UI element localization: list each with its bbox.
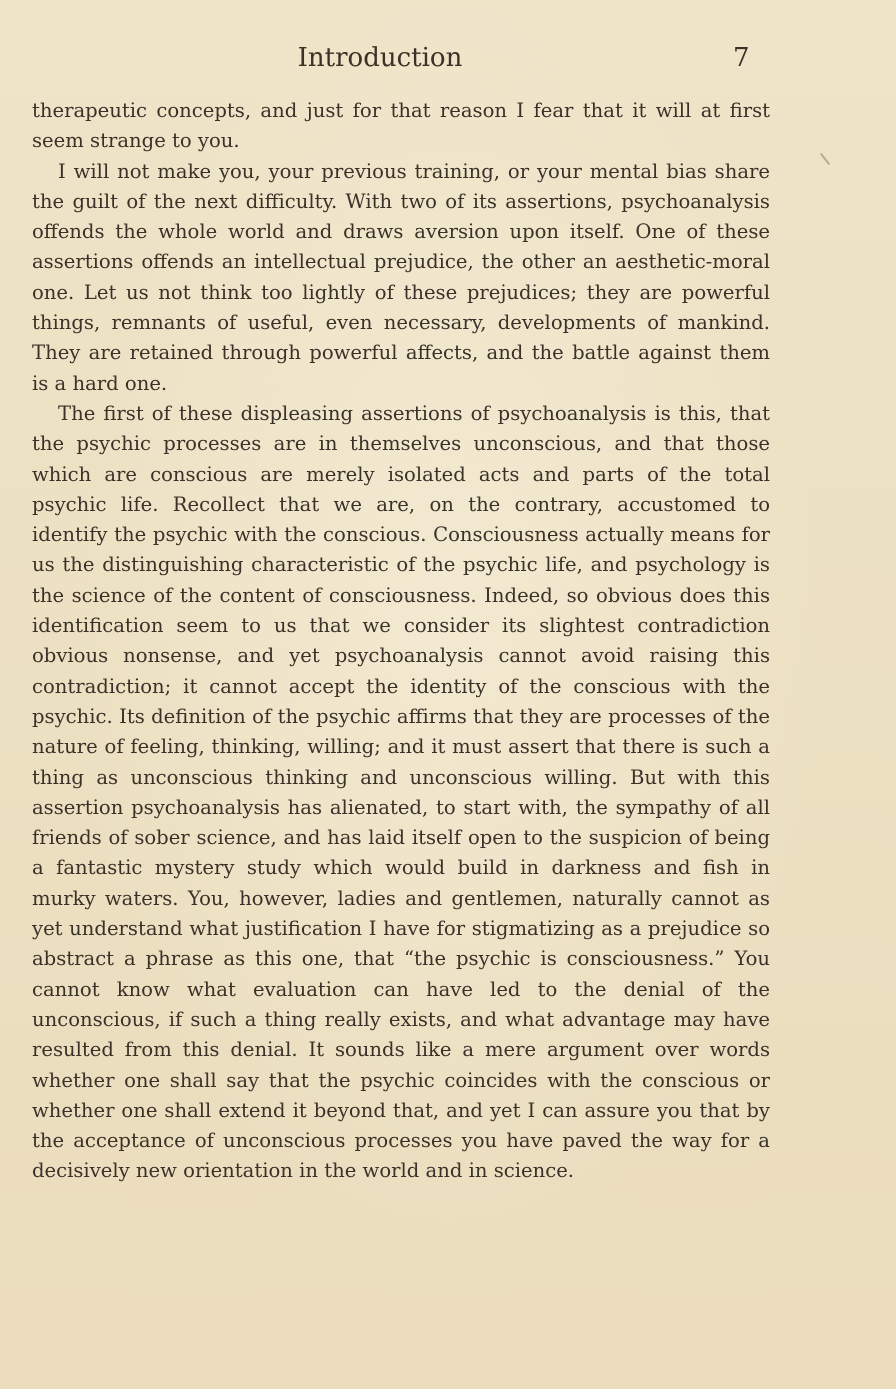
page-number: 7 (733, 43, 750, 73)
running-head (0, 40, 896, 76)
paragraph-prejudices: I will not make you, your previous training, or your mental bias share the guilt of the next difficulty. With two of its assertions, psychoanalysis offends the whole world and draws aversion upon itself. One of these assertions offends an intellectual prejudice, the other an aesthetic-moral one. Let us not think too lightly of these prejudices; they are powerful things, remnants of useful, even necessary, developments of mankind. They are retained through powerful affects, and the battle against them is a hard one. (32, 159, 770, 395)
margin-mark (820, 153, 830, 165)
chapter-title: Introduction (297, 43, 463, 73)
paragraph-unconscious: The first of these displeasing assertions of psychoanalysis is this, that the psychic processes are in themselves unconscious, and that those which are conscious are merely isolated acts and parts of the total psychic life. Recollect that we are, on the contrary, accustomed to identify the psychic with the conscious. Consciousness actually means for us the distinguishing characteristic of the psychic life, and psychology is the science of the content of consciousness. Indeed, so obvious does this identification seem to us that we consider its slightest contradiction obvious nonsense, and yet psychoanalysis cannot avoid raising this contradiction; it cannot accept the identity of the conscious with the psychic. Its definition of the psychic affirms that they are processes of the nature of feeling, thinking, willing; and it must assert that there is such a thing as unconscious thinking and unconscious willing. But with this assertion psychoanalysis has alienated, to start with, the sympathy of all friends of sober science, and has laid itself open to the suspicion of being a fantastic mystery study which would build in darkness and fish in murky waters. You, however, ladies and gentlemen, naturally cannot as yet understand what justification I have for stigmatizing as a prejudice so abstract a phrase as this one, that “the psychic is consciousness.” You cannot know what evaluation can have led to the denial of the unconscious, if such a thing really exists, and what advantage may have resulted from this denial. It sounds like a mere argument over words whether one shall say that the psychic coincides with the conscious or whether one shall extend it beyond that, and yet I can assure you that by the acceptance of unconscious processes you have paved the way for a decisively new orientation in the world and in science. (32, 401, 770, 1183)
body-text (32, 96, 770, 1187)
paragraph-continuation: therapeutic concepts, and just for that reason I fear that it will at first seem strange to you. (32, 99, 770, 153)
